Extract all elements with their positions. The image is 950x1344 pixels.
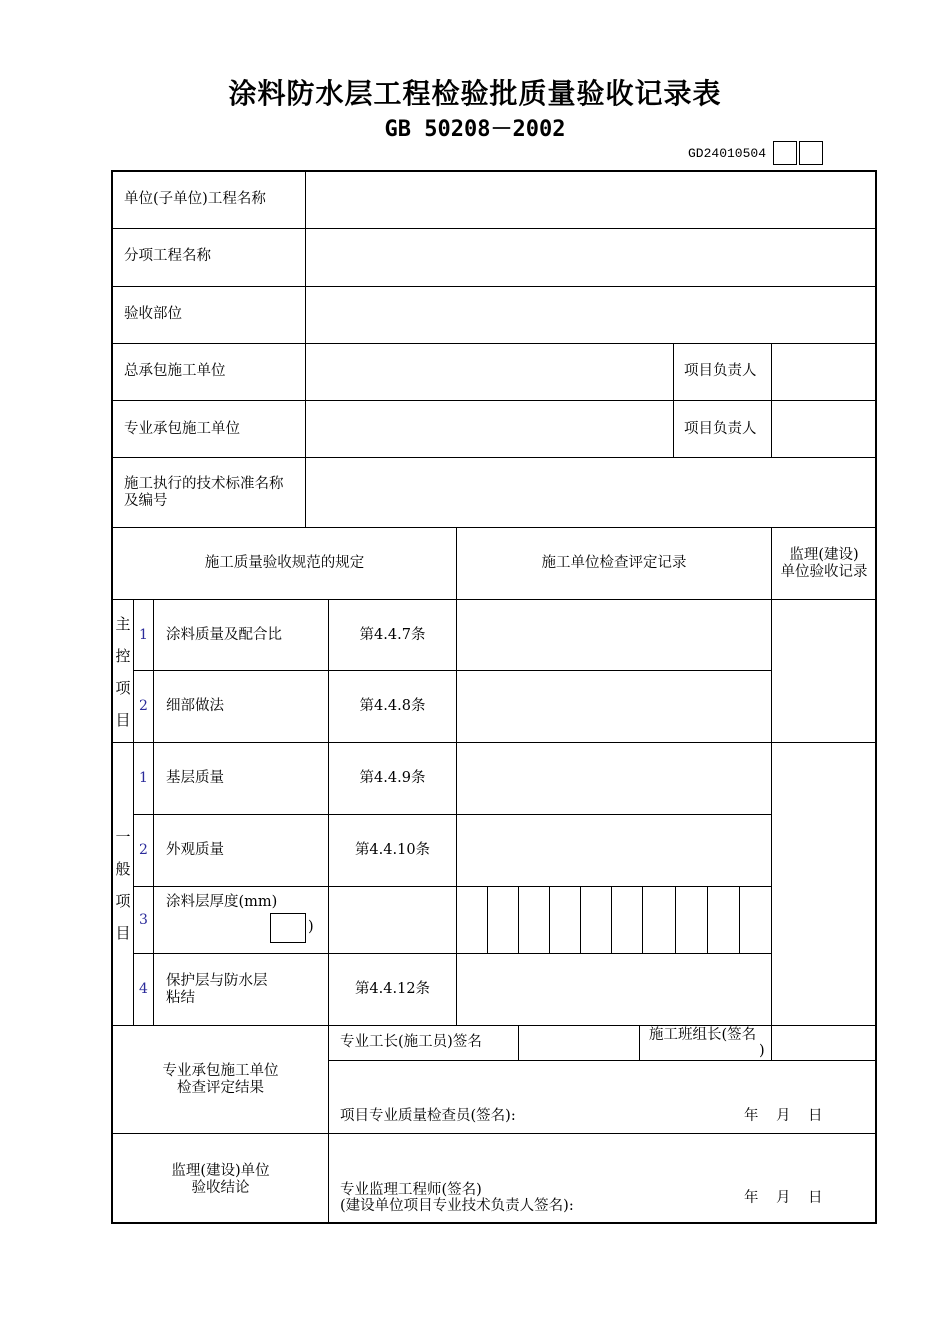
specialty-contractor-field[interactable]	[306, 401, 672, 456]
item-clause: 第4.4.7条	[359, 627, 426, 643]
project-manager-label: 项目负责人	[684, 363, 757, 379]
date-year: 年	[744, 1190, 759, 1206]
date-month: 月	[776, 1190, 791, 1206]
team-leader-signature-label: 施工班组长(签名	[649, 1027, 757, 1043]
item-clause: 第4.4.8条	[359, 698, 426, 714]
project-manager-label: 项目负责人	[684, 421, 757, 437]
inspection-part-label: 验收部位	[124, 306, 182, 322]
form-title: 涂料防水层工程检验批质量验收记录表	[228, 77, 722, 110]
general-contractor-label: 总承包施工单位	[124, 363, 226, 379]
standard-name-label-2: 及编号	[124, 493, 168, 509]
item-name: 细部做法	[166, 698, 224, 714]
supervisor-result-label-2: 验收结论	[191, 1180, 250, 1196]
quality-inspector-label: 项目专业质量检查员(签名):	[340, 1108, 516, 1124]
main-control-label: 主 控 项 目	[115, 615, 131, 729]
owner-tech-lead-label: (建设单位项目专业技术负责人签名):	[340, 1198, 574, 1214]
inspection-part-field[interactable]	[306, 287, 875, 342]
item-name: 保护层与防水层	[166, 973, 268, 989]
foreman-signature-field[interactable]	[519, 1026, 638, 1059]
foreman-signature-label: 专业工长(施工员)签名	[340, 1034, 482, 1050]
item-name: 外观质量	[166, 842, 224, 858]
code-box-2[interactable]	[799, 141, 823, 165]
general-items-label: 一 般 项 目	[115, 828, 131, 942]
standard-name-label: 施工执行的技术标准名称	[124, 476, 284, 492]
form-code: GD24010504	[688, 146, 767, 161]
item-number: 1	[139, 770, 148, 786]
item-name-2: 粘结	[166, 990, 195, 1006]
item-number: 2	[139, 842, 148, 858]
date-day: 日	[808, 1190, 823, 1206]
team-leader-signature-label-2: )	[759, 1043, 765, 1059]
standard-number: GB 50208－2002	[384, 117, 566, 142]
specialty-contractor-label: 专业承包施工单位	[124, 421, 240, 437]
supervising-engineer-label: 专业监理工程师(签名)	[340, 1182, 482, 1198]
item-name: 涂料层厚度(mm)	[166, 894, 278, 910]
supervisor-record-header: 监理(建设)	[789, 547, 859, 563]
supervisor-result-label: 监理(建设)单位	[171, 1163, 270, 1179]
item-number: 4	[139, 981, 148, 997]
spec-header: 施工质量验收规范的规定	[204, 555, 365, 571]
standard-name-field[interactable]	[306, 458, 875, 526]
item-name: 涂料质量及配合比	[166, 627, 282, 643]
project-name-label: 单位(子单位)工程名称	[124, 191, 266, 207]
project-name-field[interactable]	[306, 171, 875, 227]
supervisor-record-header-2: 单位验收记录	[780, 564, 868, 580]
item-number: 3	[139, 912, 148, 928]
item-name: 基层质量	[166, 770, 224, 786]
item-clause: 第4.4.10条	[354, 842, 431, 858]
contractor-result-label-2: 检查评定结果	[177, 1080, 264, 1096]
item-clause: 第4.4.12条	[354, 981, 431, 997]
item-number: 2	[139, 698, 148, 714]
item-clause: 第4.4.9条	[359, 770, 426, 786]
contractor-result-label: 专业承包施工单位	[162, 1063, 279, 1079]
sub-project-label: 分项工程名称	[124, 248, 211, 264]
team-leader-signature-field[interactable]	[772, 1026, 875, 1059]
date-year: 年	[744, 1108, 759, 1124]
date-month: 月	[776, 1108, 791, 1124]
thickness-suffix: )	[308, 919, 314, 935]
thickness-value-box[interactable]	[270, 913, 306, 943]
contractor-record-header: 施工单位检查评定记录	[541, 555, 687, 571]
project-manager-field[interactable]	[772, 344, 875, 399]
item-number: 1	[139, 627, 148, 643]
general-contractor-field[interactable]	[306, 344, 672, 399]
code-box-1[interactable]	[773, 141, 797, 165]
sub-project-field[interactable]	[306, 229, 875, 285]
date-day: 日	[808, 1108, 823, 1124]
project-manager-field-2[interactable]	[772, 401, 875, 456]
